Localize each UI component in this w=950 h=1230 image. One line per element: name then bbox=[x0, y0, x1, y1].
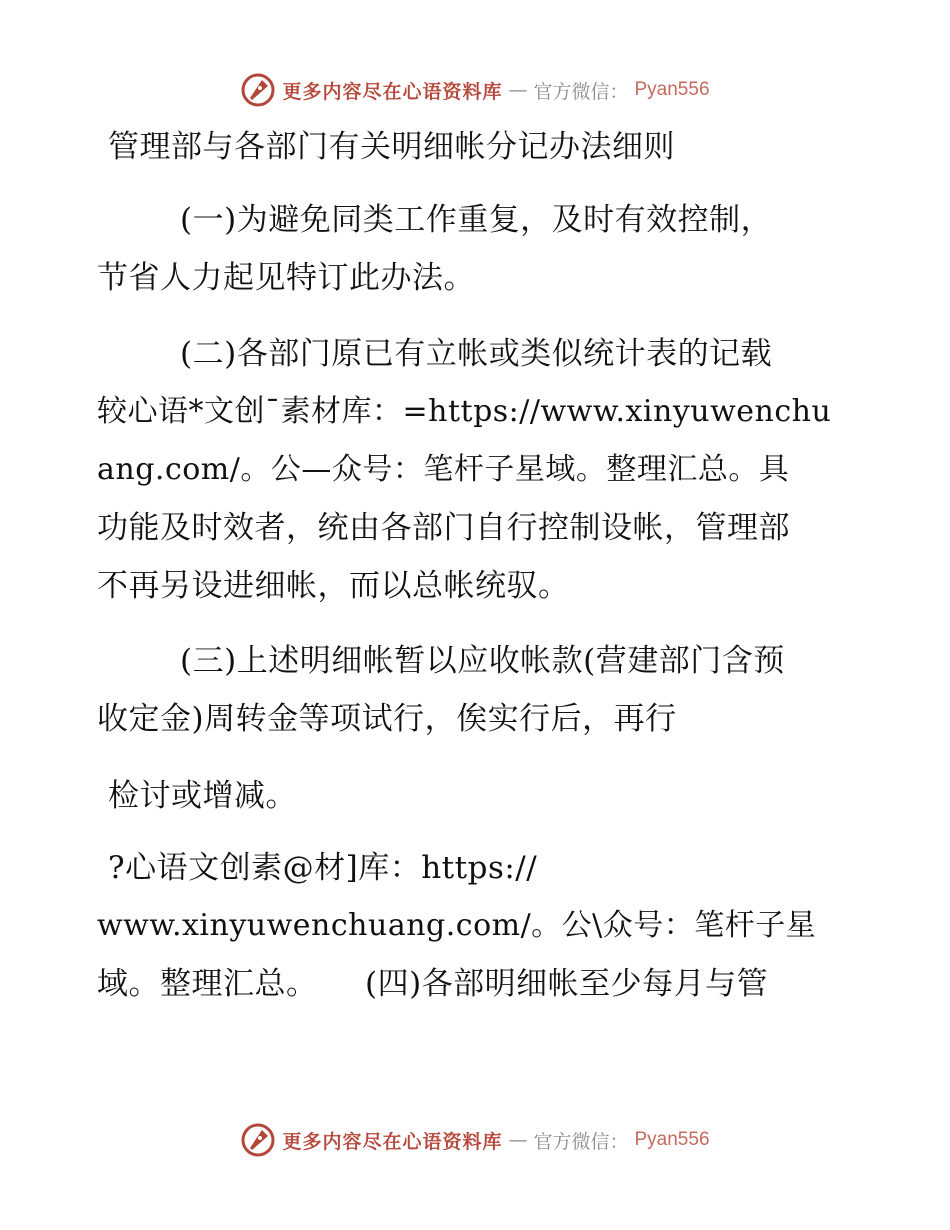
paragraph-line: (三)上述明细帐暂以应收帐款(营建部门含预 bbox=[180, 643, 785, 679]
banner-text: 更多内容尽在心语资料库 bbox=[282, 1130, 503, 1153]
header-banner bbox=[0, 72, 950, 108]
wechat-label: 官方微信： bbox=[533, 80, 629, 103]
wechat-id: Pyan556 bbox=[634, 79, 710, 100]
paragraph-line: ang.com/。公—众号：笔杆子星域。整理汇总。具 bbox=[97, 452, 790, 487]
pen-nib-icon bbox=[240, 72, 276, 108]
paragraph-line: 域。整理汇总。 (四)各部明细帐至少每月与管 bbox=[97, 966, 769, 1002]
footer-banner bbox=[0, 1122, 950, 1158]
paragraph-line: 节省人力起见特订此办法。 bbox=[97, 260, 475, 296]
banner-separator: — bbox=[508, 79, 528, 101]
paragraph-line: 收定金)周转金等项试行，俟实行后，再行 bbox=[97, 701, 677, 737]
paragraph-line: 较心语*文创¯素材库：=https://www.xinyuwenchu bbox=[97, 394, 832, 429]
paragraph-line: 功能及时效者，统由各部门自行控制设帐，管理部 bbox=[97, 510, 790, 546]
wechat-id: Pyan556 bbox=[634, 1129, 710, 1150]
paragraph-line: ?心语文创素@材]库：https:// bbox=[108, 850, 538, 886]
banner-separator: — bbox=[508, 1129, 528, 1151]
paragraph-line: (一)为避免同类工作重复，及时有效控制， bbox=[180, 202, 773, 238]
paragraph-line: 检讨或增减。 bbox=[108, 778, 297, 814]
paragraph-line: 不再另设进细帐，而以总帐统驭。 bbox=[97, 568, 570, 604]
document-title: 管理部与各部门有关明细帐分记办法细则 bbox=[108, 129, 675, 165]
paragraph-line: (二)各部门原已有立帐或类似统计表的记载 bbox=[180, 336, 773, 372]
banner-text: 更多内容尽在心语资料库 bbox=[282, 80, 503, 103]
wechat-label: 官方微信： bbox=[533, 1130, 629, 1153]
pen-nib-icon bbox=[240, 1122, 276, 1158]
paragraph-line: www.xinyuwenchuang.com/。公\众号：笔杆子星 bbox=[97, 908, 817, 943]
